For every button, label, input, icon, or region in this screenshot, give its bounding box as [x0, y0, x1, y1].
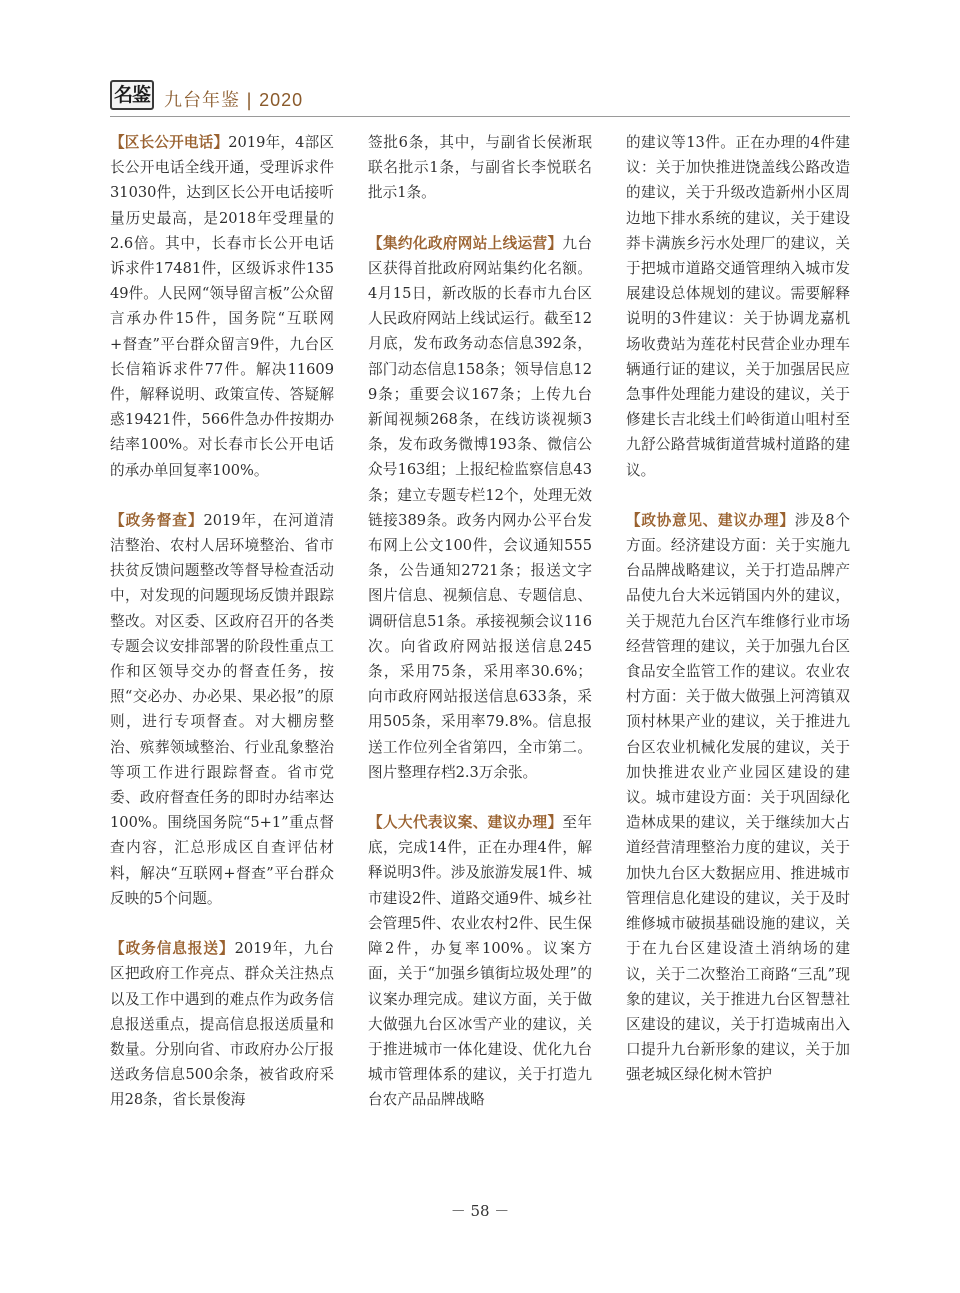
text-column-2: [368, 130, 592, 1138]
section-continuation: [626, 130, 850, 483]
yearbook-year: 2020: [259, 90, 304, 110]
section-text: 签批6条，其中，与副省长侯淅珉联名批示1条，与副省长李悦联名批示1条。: [368, 134, 592, 202]
section-heading: 【政务督查】: [110, 511, 204, 529]
section-district-hotline: [110, 130, 334, 483]
page-number: － 58 －: [450, 1202, 510, 1220]
section-text: 至年底，完成14件，正在办理4件，解释说明3件。涉及旅游发展1件、城市建设2件、道路交通9件、城乡社会管理5件、农业农村2件、民生保障2件，办复率100%。议案方面，关于“加强乡镇街垃圾处理”的议案办理完成。建议方面，关于做大做强九台区冰雪产业的建议，关于推进城市一体化建设、优化九台城市管理体系的建议，关于打造九台农产品品牌战略: [368, 814, 592, 1109]
section-heading: 【政协意见、建议办理】: [626, 511, 795, 529]
section-continuation: [368, 130, 592, 206]
section-government-supervision: [110, 508, 334, 911]
yearbook-title: 九台年鉴: [164, 90, 240, 111]
section-text: 2019年，4部区长公开电话全线开通，受理诉求件31030件，达到区长公开电话接听量历史最高，是2018年受理量的2.6倍。其中，长春市长公开电话诉求件17481件，区级诉求件13549件。人民网“领导留言板”公众留言承办件15件，国务院“互联网+督查”平台群众留言9件，九台区长信箱诉求件77件。解决11609件，解释说明、政策宣传、答疑解惑19421件，566件急办件按期办结率100%。对长春市长公开电话的承办单回复率100%。: [110, 134, 334, 479]
header-rule: [110, 116, 850, 117]
section-text: 的建议等13件。正在办理的4件建议：关于加快推进饶盖线公路改造的建议，关于升级改造新州小区周边地下排水系统的建议，关于建设莽卡满族乡污水处理厂的建议，关于把城市道路交通管理纳入城市发展建设总体规划的建议。需要解释说明的3件建议：关于协调龙嘉机场收费站为莲花村民营企业办理车辆通行证的建议，关于加强居民应急事件处理能力建设的建议，关于修建长吉北线土们岭街道山咀村至九舒公路营城街道营城村道路的建议。: [626, 134, 850, 479]
section-information-reporting: [110, 936, 334, 1112]
section-text: 2019年，九台区把政府工作亮点、群众关注热点以及工作中遇到的难点作为政务信息报送重点，提高信息报送质量和数量。分别向省、市政府办公厅报送政务信息500余条，被省政府采用28条，省长景俊海: [110, 940, 334, 1109]
section-heading: 【集约化政府网站上线运营】: [368, 234, 563, 252]
text-column-1: [110, 130, 334, 1138]
section-heading: 【政务信息报送】: [110, 940, 235, 958]
running-title: [164, 86, 303, 112]
section-npc-proposals: [368, 810, 592, 1112]
section-cppcc-proposals: [626, 508, 850, 1088]
section-heading: 【人大代表议案、建议办理】: [368, 814, 563, 832]
section-text: 2019年，在河道清洁整治、农村人居环境整治、省市扶贫反馈问题整改等督导检查活动中，对发现的问题现场反馈并跟踪整改。对区委、区政府召开的各类专题会议安排部署的阶段性重点工作和区领导交办的督查任务，按照“交必办、办必果、果必报”的原则，进行专项督查。对大棚房整治、殡葬领域整治、行业乱象整治等项工作进行跟踪督查。省市党委、政府督查任务的即时办结率达100%。围绕国务院“5+1”重点督查内容，汇总形成区自查评估材料，解决“互联网+督查”平台群众反映的5个问题。: [110, 511, 334, 907]
section-text: 九台区获得首批政府网站集约化名额。4月15日，新改版的长春市九台区人民政府网站上线试运行。截至12月底，发布政务动态信息392条，部门动态信息158条；领导信息129条；重要会议167条；上传九台新闻视频268条，在线访谈视频3条，发布政务微博193条、微信公众号163组；上报纪检监察信息43条；建立专题专栏12个，处理无效链接389条。政务内网办公平台发布网上公文100件，会议通知555条，公告通知2721条；报送文字图片信息、视频信息、专题信息、调研信息51条。承接视频会议116次。向省政府网站报送信息245条，采用75条，采用率30.6%；向市政府网站报送信息633条，采用505条，采用率79.8%。信息报送工作位列全省第四，全市第二。图片整理存档2.3万余张。: [368, 234, 592, 781]
section-text: 涉及8个方面。经济建设方面：关于实施九台品牌战略建议，关于打造品牌产品使九台大米远销国内外的建议，关于规范九台区汽车维修行业市场经营管理的建议，关于加强九台区食品安全监管工作的建议。农业农村方面：关于做大做强上河湾镇双顶村林果产业的建议，关于推进九台区农业机械化发展的建议，关于加快推进农业产业园区建设的建议。城市建设方面：关于巩固绿化造林成果的建议，关于继续加大占道经营清理整治力度的建议，关于加快九台区大数据应用、推进城市管理信息化建设的建议，关于及时维修城市破损基础设施的建议，关于在九台区建设渣土消纳场的建议，关于二次整治工商路“三乱”现象的建议，关于推进九台区智慧社区建设的建议，关于打造城南出入口提升九台新形象的建议，关于加强老城区绿化树木管护: [626, 511, 850, 1084]
section-government-website: [368, 231, 592, 785]
section-heading: 【区长公开电话】: [110, 134, 229, 151]
page-header: [110, 78, 850, 118]
yearbook-logo: 名鉴: [110, 80, 154, 110]
text-column-3: [626, 130, 850, 1113]
title-separator: |: [246, 90, 254, 111]
